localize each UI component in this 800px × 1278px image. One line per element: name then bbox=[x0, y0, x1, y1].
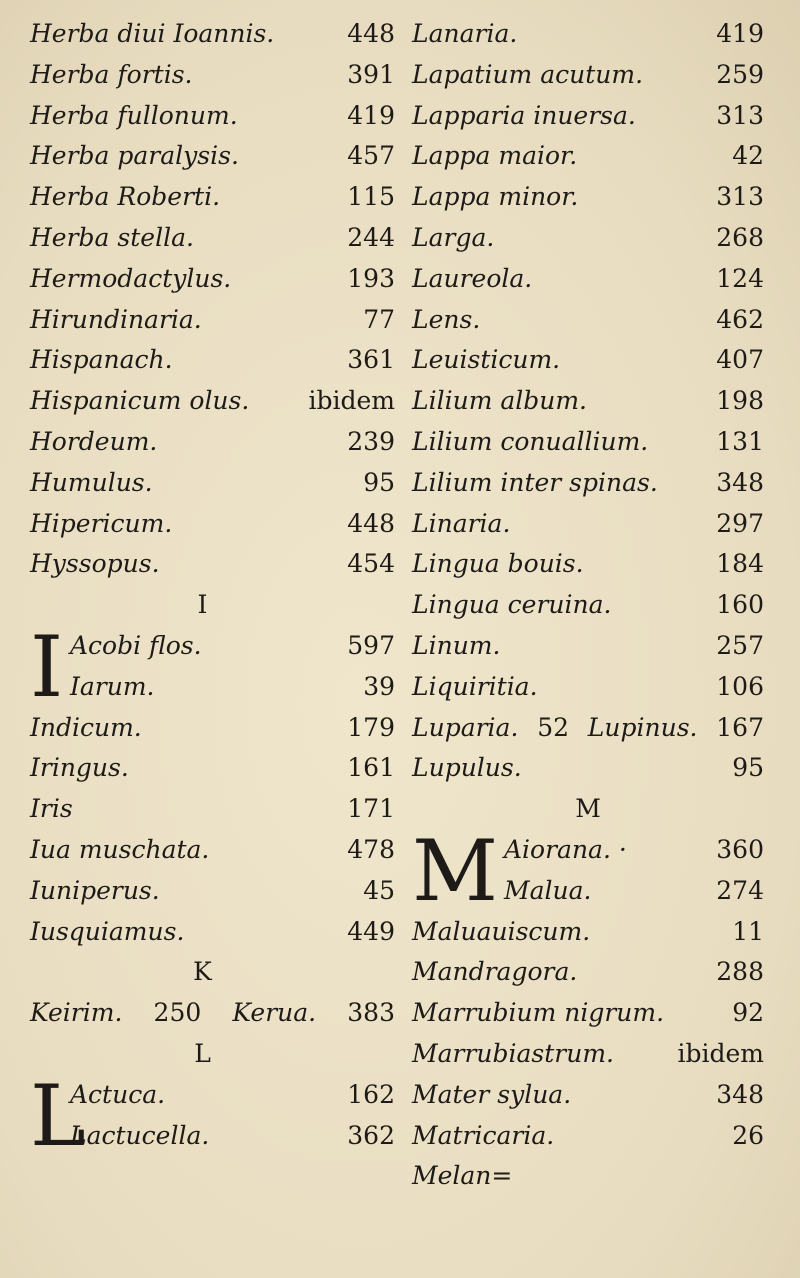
entry-name: Lappa minor. bbox=[412, 182, 579, 212]
section-heading-m: M bbox=[575, 794, 601, 824]
entry-page: 288 bbox=[716, 957, 764, 987]
entry-page: 160 bbox=[716, 590, 764, 620]
entry-name: Keirim. bbox=[30, 998, 123, 1028]
entry-page: 268 bbox=[716, 222, 764, 252]
entry-name: Lingua ceruina. bbox=[412, 590, 612, 620]
entry-name: Iarum. bbox=[70, 671, 155, 701]
entry-name: Hispanach. bbox=[30, 345, 173, 375]
entry-page: 407 bbox=[716, 345, 764, 375]
entry-page: 250 bbox=[153, 998, 202, 1028]
entry-name: Lilium conuallium. bbox=[412, 426, 649, 456]
l-drop-group bbox=[30, 1066, 395, 1165]
entry-name: Hirundinaria. bbox=[30, 304, 202, 334]
index-entry bbox=[412, 136, 784, 177]
index-entry bbox=[412, 748, 784, 789]
index-entry bbox=[30, 912, 395, 953]
index-entry bbox=[30, 871, 395, 912]
entry-page: 239 bbox=[347, 426, 395, 456]
index-entry bbox=[30, 504, 395, 545]
drop-cap-l: L bbox=[30, 1066, 86, 1165]
entry-page: 92 bbox=[732, 998, 764, 1028]
entry-name: Larga. bbox=[412, 222, 495, 252]
entry-page: 348 bbox=[716, 1079, 764, 1109]
entry-name: Lapatium acutum. bbox=[412, 59, 644, 89]
index-entry bbox=[30, 300, 395, 341]
section-heading-l: L bbox=[194, 1038, 211, 1068]
entry-name: Actuca. bbox=[70, 1079, 166, 1109]
index-entry bbox=[412, 55, 784, 96]
entry-page: 313 bbox=[716, 100, 764, 130]
index-entry bbox=[30, 463, 395, 504]
entry-page: 45 bbox=[363, 875, 395, 905]
index-entry bbox=[412, 259, 784, 300]
entry-page: 478 bbox=[347, 834, 395, 864]
entry-name: Lupinus. bbox=[587, 712, 698, 742]
entry-name: Humulus. bbox=[30, 467, 153, 497]
entry-name: Lapparia inuersa. bbox=[412, 100, 636, 130]
entry-page: 131 bbox=[716, 426, 764, 456]
entry-page: 391 bbox=[347, 59, 395, 89]
entry-name: Indicum. bbox=[30, 712, 142, 742]
entry-page: 179 bbox=[347, 712, 395, 742]
entry-name: Iua muschata. bbox=[30, 834, 210, 864]
index-entry bbox=[412, 218, 784, 259]
entry-name: Hermodactylus. bbox=[30, 263, 232, 293]
entry-name: Mater sylua. bbox=[412, 1079, 572, 1109]
i-entries bbox=[30, 708, 395, 953]
entry-page: 171 bbox=[347, 794, 395, 824]
entry-page: 115 bbox=[347, 182, 395, 212]
entry-page: ibidem bbox=[677, 1038, 764, 1068]
entry-name: Marrubiastrum. bbox=[412, 1038, 614, 1068]
entry-name: Iris bbox=[30, 794, 73, 824]
entry-name: Hipericum. bbox=[30, 508, 173, 538]
entry-name: Lens. bbox=[412, 304, 481, 334]
entry-name: Herba diui Ioannis. bbox=[30, 19, 275, 48]
entry-page: 244 bbox=[347, 222, 395, 252]
entry-page: 184 bbox=[716, 549, 764, 579]
entry-name: Herba stella. bbox=[30, 222, 194, 252]
entry-name: Liquiritia. bbox=[412, 671, 538, 701]
entry-name: Hyssopus. bbox=[30, 549, 160, 579]
entry-name: Malua. bbox=[504, 875, 592, 905]
i-drop-group bbox=[30, 617, 395, 716]
section-heading-i: I bbox=[197, 590, 208, 620]
index-entry bbox=[412, 952, 784, 993]
entry-page: 106 bbox=[716, 671, 764, 701]
entry-name: Acobi flos. bbox=[70, 630, 202, 660]
entry-name: Lilium album. bbox=[412, 386, 587, 416]
entry-page: 454 bbox=[347, 549, 395, 579]
entry-page: 448 bbox=[347, 19, 395, 48]
entry-page: 198 bbox=[716, 386, 764, 416]
entry-page: 259 bbox=[716, 59, 764, 89]
index-entry bbox=[412, 504, 784, 545]
entry-page: 348 bbox=[716, 467, 764, 497]
entry-page: 52 bbox=[537, 712, 570, 742]
entry-page: ibidem bbox=[308, 386, 395, 416]
entry-page: 448 bbox=[347, 508, 395, 538]
entry-name: Iringus. bbox=[30, 753, 129, 783]
entry-page: 274 bbox=[716, 875, 764, 905]
index-entry bbox=[30, 340, 395, 381]
entry-name: Lupulus. bbox=[412, 753, 522, 783]
entry-name: Lappa maior. bbox=[412, 141, 578, 171]
m-drop-group bbox=[412, 821, 784, 920]
catchword: Melan= bbox=[412, 1161, 513, 1191]
entry-page: 39 bbox=[363, 671, 395, 701]
index-entry bbox=[412, 667, 784, 708]
entry-page: 167 bbox=[716, 712, 764, 742]
entry-page: 383 bbox=[347, 998, 395, 1028]
index-entry bbox=[412, 340, 784, 381]
index-entry bbox=[30, 626, 395, 667]
entry-page: 77 bbox=[363, 304, 395, 334]
entry-name: Lactucella. bbox=[70, 1120, 210, 1150]
entry-page: 42 bbox=[732, 141, 764, 171]
index-entry bbox=[30, 136, 395, 177]
entry-page: 11 bbox=[732, 916, 764, 946]
entry-name: Herba fortis. bbox=[30, 59, 193, 89]
index-entry bbox=[30, 789, 395, 830]
k-entry-row bbox=[30, 993, 395, 1034]
index-entry bbox=[30, 708, 395, 749]
right-column bbox=[412, 14, 784, 1197]
index-entry bbox=[412, 422, 784, 463]
index-entry bbox=[412, 381, 784, 422]
entry-page: 361 bbox=[347, 345, 395, 375]
entry-name: Laureola. bbox=[412, 263, 533, 293]
index-entry bbox=[30, 667, 395, 708]
entry-page: 360 bbox=[716, 834, 764, 864]
index-entry bbox=[30, 96, 395, 137]
index-entry bbox=[412, 1034, 784, 1075]
entry-name: Linaria. bbox=[412, 508, 511, 538]
entry-name: Matricaria. bbox=[412, 1120, 555, 1150]
index-entry bbox=[30, 14, 395, 55]
index-entry bbox=[30, 218, 395, 259]
entry-page: 95 bbox=[363, 467, 395, 497]
drop-cap-m: M bbox=[412, 821, 499, 920]
entry-page: 449 bbox=[347, 916, 395, 946]
entry-page: 95 bbox=[732, 753, 764, 783]
l-entries bbox=[412, 14, 784, 708]
index-entry bbox=[412, 1075, 784, 1116]
index-entry bbox=[412, 1116, 784, 1157]
m-entries bbox=[412, 912, 784, 1157]
entry-name: Leuisticum. bbox=[412, 345, 561, 375]
entry-page: 193 bbox=[347, 263, 395, 293]
entry-name: Iuniperus. bbox=[30, 875, 160, 905]
section-heading-k: K bbox=[193, 957, 212, 987]
index-entry bbox=[30, 748, 395, 789]
entry-page: 26 bbox=[732, 1120, 764, 1150]
index-entry bbox=[30, 544, 395, 585]
entry-page: 162 bbox=[347, 1079, 395, 1109]
entry-page: 597 bbox=[347, 630, 395, 660]
entry-name: Luparia. bbox=[412, 712, 519, 742]
entry-page: 257 bbox=[716, 630, 764, 660]
index-entry bbox=[30, 259, 395, 300]
index-entry bbox=[412, 177, 784, 218]
entry-name: Herba paralysis. bbox=[30, 141, 239, 171]
entry-name: Kerua. bbox=[232, 998, 317, 1028]
index-entry bbox=[412, 14, 784, 55]
index-entry bbox=[30, 177, 395, 218]
entry-name: Maluauiscum. bbox=[412, 916, 591, 946]
entry-page: 124 bbox=[716, 263, 764, 293]
index-entry bbox=[30, 422, 395, 463]
drop-cap-i: I bbox=[30, 617, 64, 716]
entry-page: 362 bbox=[347, 1120, 395, 1150]
index-entry bbox=[412, 626, 784, 667]
entry-page: 419 bbox=[716, 19, 764, 48]
entry-page: 313 bbox=[716, 182, 764, 212]
entry-name: Mandragora. bbox=[412, 957, 578, 987]
entry-name: Linum. bbox=[412, 630, 501, 660]
entry-name: Lingua bouis. bbox=[412, 549, 584, 579]
entry-page: 297 bbox=[716, 508, 764, 538]
entry-name: Lilium inter spinas. bbox=[412, 467, 658, 497]
index-entry bbox=[412, 585, 784, 626]
entry-name: Iusquiamus. bbox=[30, 916, 185, 946]
index-entry bbox=[30, 830, 395, 871]
l-pair-row bbox=[412, 708, 784, 749]
catchword-row bbox=[412, 1156, 784, 1197]
entry-page: 457 bbox=[347, 141, 395, 171]
entry-name: Herba Roberti. bbox=[30, 182, 221, 212]
entry-name: Hispanicum olus. bbox=[30, 386, 250, 416]
index-entry bbox=[412, 96, 784, 137]
entry-name: Marrubium nigrum. bbox=[412, 998, 665, 1028]
index-entry bbox=[412, 300, 784, 341]
left-column bbox=[30, 14, 395, 1165]
index-entry bbox=[412, 544, 784, 585]
entry-page: 419 bbox=[347, 100, 395, 130]
entry-name: Herba fullonum. bbox=[30, 100, 238, 130]
index-entry bbox=[412, 993, 784, 1034]
index-entry bbox=[30, 55, 395, 96]
index-entry bbox=[30, 381, 395, 422]
h-entries bbox=[30, 14, 395, 585]
entry-name: Aiorana. · bbox=[504, 834, 627, 864]
entry-name: Hordeum. bbox=[30, 426, 158, 456]
entry-page: 462 bbox=[716, 304, 764, 334]
entry-page: 161 bbox=[347, 753, 395, 783]
index-entry bbox=[412, 463, 784, 504]
entry-name: Lanaria. bbox=[412, 19, 518, 48]
